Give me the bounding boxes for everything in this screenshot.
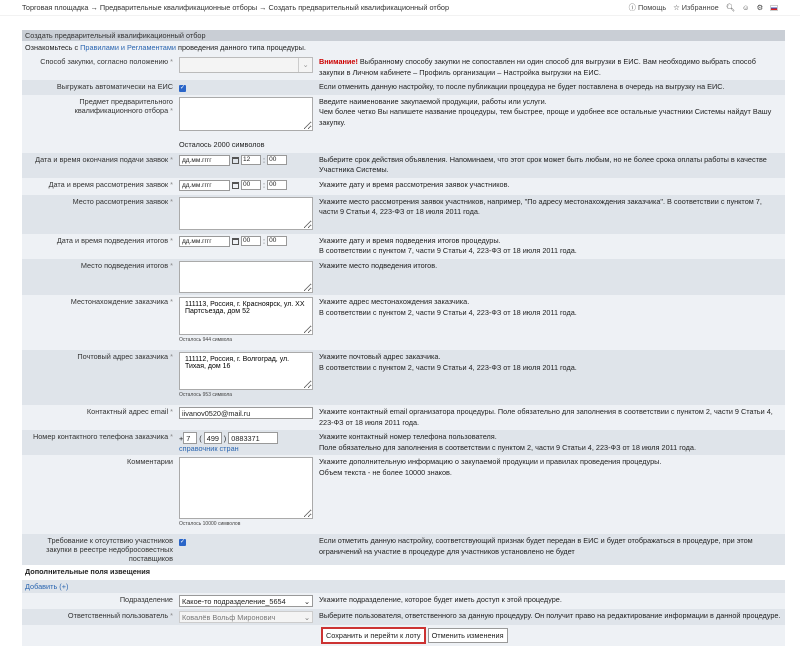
postal-counter: Осталось 953 символа (179, 392, 233, 399)
location-textarea[interactable] (179, 297, 313, 335)
required-mark: * (170, 57, 173, 66)
email-help: Укажите контактный email организатора процедуры. Поле обязательно для заполнения в соответствии с пунктом 2, части 9 Статьи 4, 223-ФЗ от 18 июля 2011 года. (316, 405, 785, 430)
comments-label: Комментарии (22, 455, 176, 534)
required-mark: * (170, 432, 173, 442)
review-place-help: Укажите место рассмотрения заявок участников, например, "По адресу местонахождения заказчика". В соответствии с пунктом 7, части 9 Статьи 4, 223-ФЗ от 18 июля 2011 года. (316, 195, 785, 234)
required-mark: * (170, 407, 173, 417)
email-label: Контактный адрес email (86, 407, 169, 417)
review-date-help: Укажите дату и время рассмотрения заявок участников. (316, 178, 785, 195)
chevron-down-icon: ⌄ (303, 597, 310, 607)
phone-country-input[interactable]: 7 (183, 432, 197, 444)
method-select[interactable] (179, 57, 313, 73)
subject-label: Предмет предварительного квалификационного отбора (74, 96, 173, 115)
results-place-help: Укажите место подведения итогов. (316, 259, 785, 295)
deadline-help: Выберите срок действия объявления. Напоминаем, что этот срок может быть любым, но не более срока оплаты работы в качестве Участника Системы. (316, 153, 785, 178)
required-mark: * (170, 297, 173, 307)
review-place-textarea[interactable] (179, 197, 313, 230)
postal-help-2: В соответствии с пунктом 2, части 9 Статьи 4, 223-ФЗ от 18 июля 2011 года. (319, 362, 577, 372)
review-hour-select[interactable]: 00 (241, 180, 261, 190)
user-icon[interactable]: ☺ (742, 3, 750, 12)
unfair-checkbox[interactable]: ✓ (179, 539, 186, 546)
search-icon[interactable]: 🔍︎ (725, 3, 735, 12)
review-date-label: Дата и время рассмотрения заявок (48, 179, 169, 189)
unfair-label: Требование к отсутствию участников закупки в реестре недобросовестных поставщиков (22, 534, 176, 565)
phone-help-2: Поле обязательно для заполнения в соответствии с пунктом 2, части 9 Статьи 4, 223-ФЗ от 18 июля 2011 года. (319, 442, 696, 452)
review-date-input[interactable]: дд.мм.гггг (179, 180, 230, 191)
required-mark: * (170, 105, 173, 115)
favorites-label: Избранное (681, 3, 719, 12)
language-flag-icon[interactable] (770, 5, 778, 11)
location-label: Местонахождение заказчика (70, 297, 169, 307)
comments-counter: Осталось 10000 символов (179, 521, 241, 528)
division-value: Какое-то подразделение_5654 (182, 597, 286, 607)
subject-help-2: Чем более четко Вы напишете название процедуры, тем быстрее, проще и удобнее все остальные участники Системы найдут Вашу закупку. (319, 107, 772, 127)
favorites-link[interactable]: ☆ Избранное (673, 3, 719, 12)
responsible-label: Ответственный пользователь (67, 611, 169, 621)
deadline-date-input[interactable]: дд.мм.гггг (179, 155, 230, 166)
deadline-hour-select[interactable]: 12 (241, 155, 261, 165)
comments-textarea[interactable] (179, 457, 313, 519)
responsible-help: Выберите пользователя, ответственного за данную процедуру. Он получит право на редактирование информации в данной процедуре. (316, 609, 785, 625)
chevron-down-icon: ⌄ (303, 613, 310, 623)
division-select[interactable] (179, 595, 313, 607)
required-mark: * (170, 179, 173, 189)
phone-label: Номер контактного телефона заказчика (32, 432, 169, 442)
division-label: Подразделение (22, 593, 176, 609)
auto-export-help: Если отменить данную настройку, то после публикации процедура не будет поставлена в очередь на выгрузку на ЕИС. (316, 80, 785, 95)
auto-export-checkbox[interactable]: ✓ (179, 85, 186, 92)
required-mark: * (170, 611, 173, 621)
results-minute-select[interactable]: 00 (267, 236, 287, 246)
method-help: Выбранному способу закупки не сопоставлен ни один способ для выгрузки в ЕИС. Вам необходимо выбрать способ закупки в Личном кабинете – Профиль организации – Настройка выгрузки на ЕИС. (319, 57, 756, 77)
deadline-minute-select[interactable]: 00 (267, 155, 287, 165)
auto-export-label: Выгружать автоматически на ЕИС (22, 80, 176, 95)
results-place-textarea[interactable] (179, 261, 313, 293)
comments-help: Укажите дополнительную информацию о закупаемой продукции и правилах проведения процедуры. (319, 457, 662, 467)
division-help: Укажите подразделение, которое будет иметь доступ к этой процедуре. (316, 593, 785, 609)
postal-label: Почтовый адрес заказчика (77, 352, 169, 362)
results-place-label: Место подведения итогов (80, 261, 169, 271)
create-form: Создать предварительный квалификационный отбор Ознакомьтесь с Правилами и Регламентами проведения данного типа процедуры. Способ закупки, согласно положению * ⌄ Внимание! Выбранному способу закупки не сопоставлен ни один способ для выгрузки в ЕИС. Вам необходимо выбрать способ закупки в Личном кабинете – Профиль организации – Настройка выгрузки на ЕИС. Выгружать автоматически на ЕИС ✓ Если отменить данную настройку, то после публикации процедура не будет поставлена в очередь на выгрузку на ЕИС. Предмет предварительного квалификационного отбора * Осталось 2000 символов Введите наименование закупаемой продукции, работы или услуги. Чем более четко Вы напишете название процедуры, тем быстрее, проще и удобнее все остальные участники Системы найдут Вашу закупку. Дата и время окончания подачи заявок * дд.мм.гггг 12 : 00 Выберите срок действия объявления. Напоминаем, что этот срок может быть любым, но не более срока оплаты работы в качестве Участника Системы. Дата и время рассмотрения заявок * дд.мм.гггг 00 : 00 Укажите дату и время рассмотрения заявок участников. Место рассмотрения заявок * Укажите место рассмотрения заявок участников, например, "По адресу местонахождения заказчика". В соответствии с пунктом 7, части 9 Статьи 4, 223-ФЗ от 18 июля 2011 года. Дата и время подведения итогов * дд.мм.гггг 00 : 00 Укажите дату и время подведения итогов процедуры. В соответствии с пунктом 7, части 9 Статьи 4, 223-ФЗ от 18 июля 2011 года. Место подведения итогов * Укажите место подведения итогов. Местонахождение заказчика * 111113, Россия, г. Красноярск, ул. XX Партсъезда, дом 52 Осталось 944 символа Укажите адрес местонахождения заказчика. В соответствии с пунктом 2, части 9 Статьи 4, 223-ФЗ от 18 июля 2011 года. Почтовый адрес заказчика * 111112, Россия, г. Волгоград, ул. Тихая, дом 16 Осталось 953 символа Укажите почтовый адрес заказчика. В соответствии с пунктом 2, части 9 Статьи 4, 223-ФЗ от 18 июля 2011 года. Контактный адрес email * iivanov0520@mail.ru Укажите контактный email организатора процедуры. Поле обязательно для заполнения в соответствии с пунктом 2, части 9 Статьи 4, 223-ФЗ от 18 июля 2011 года. Номер контактного телефона заказчика * + 7 ( 499 ) 0883371 справочник стран Укажите контактный номер телефона пользователя. Поле обязательно для заполнения в соответствии с пунктом 2, части 9 Статьи 4, 223-ФЗ от 18 июля 2011 года. Комментарии Осталось 10000 символов Укажите дополнительную информацию о закупаемой продукции и правилах проведения процедуры. Объем текста - не более 10000 знаков. Требование к отсутствию участников закупки в реестре недобросовестных поставщиков ✓ Если отметить данную настройку, соответствующий признак будет передан в ЕИС и будет отображаться в процедуре, при этом ограничений на участие в процедуре для участников установлено не будет Дополнительные поля извещения Добавить (+) Подразделение Какое-то подразделение_5654 ⌄ Укажите подразделение, которое будет иметь доступ к этой процедуре. Ответственный пользователь * Ковалёв Вольф Миронович ⌄ Выберите пользователя, ответственного за данную процедуру. Он получит право на редактирование информации в данной процедуре. Сохранить и перейти к лоту Отменить изменения (22, 30, 785, 646)
review-minute-select[interactable]: 00 (267, 180, 287, 190)
required-mark: * (170, 235, 173, 245)
rules-link[interactable]: Правилами и Регламентами (80, 43, 176, 52)
subject-textarea[interactable] (179, 97, 313, 131)
help-label: Помощь (637, 2, 667, 12)
subject-counter: Осталось 2000 символов (179, 139, 265, 149)
postal-textarea[interactable] (179, 352, 313, 390)
postal-help: Укажите почтовый адрес заказчика. (319, 352, 441, 362)
results-date-help: Укажите дату и время подведения итогов процедуры. (319, 235, 501, 245)
responsible-value: Ковалёв Вольф Миронович (182, 613, 276, 623)
form-title: Создать предварительный квалификационный отбор (22, 30, 785, 41)
extra-fields-title: Дополнительные поля извещения (22, 565, 785, 580)
warning-label: Внимание! (319, 57, 358, 66)
subject-help: Введите наименование закупаемой продукции, работы или услуги. (319, 96, 547, 106)
results-date-help-2: В соответствии с пунктом 7, части 9 Статьи 4, 223-ФЗ от 18 июля 2011 года. (319, 246, 577, 256)
gear-icon[interactable]: ⚙ (756, 3, 763, 12)
location-counter: Осталось 944 символа (179, 337, 233, 344)
breadcrumb[interactable]: Торговая площадка → Предварительные квалификационные отборы → Создать предварительный квалификационный отбор (22, 3, 450, 12)
required-mark: * (170, 261, 173, 271)
top-bar (0, 0, 800, 16)
rules-notice (22, 41, 785, 55)
calendar-icon[interactable] (232, 157, 239, 164)
results-hour-select[interactable]: 00 (241, 236, 261, 246)
responsible-select[interactable] (179, 611, 313, 623)
unfair-help: Если отметить данную настройку, соответствующий признак будет передан в ЕИС и будет отображаться в процедуре, при этом ограничений на участие в процедуре для участников установлено не будет (316, 534, 785, 565)
phone-number-input[interactable]: 0883371 (228, 432, 278, 444)
phone-area-input[interactable]: 499 (204, 432, 222, 444)
phone-help: Укажите контактный номер телефона пользователя. (319, 432, 497, 442)
calendar-icon[interactable] (232, 238, 239, 245)
chevron-down-icon: ⌄ (298, 58, 312, 72)
deadline-label: Дата и время окончания подачи заявок (35, 154, 169, 164)
email-input[interactable]: iivanov0520@mail.ru (179, 407, 313, 419)
results-date-label: Дата и время подведения итогов (56, 235, 169, 245)
location-help-2: В соответствии с пунктом 2, части 9 Статьи 4, 223-ФЗ от 18 июля 2011 года. (319, 307, 577, 317)
help-link[interactable]: ⓘ Помощь (628, 2, 667, 12)
add-field-link[interactable]: Добавить (+) (25, 582, 69, 592)
rules-suffix: проведения данного типа процедуры. (175, 43, 306, 52)
required-mark: * (170, 352, 173, 362)
rules-prefix: Ознакомьтесь с (25, 43, 81, 52)
required-mark: * (170, 154, 173, 164)
method-label: Способ закупки, согласно положению (40, 57, 169, 66)
review-place-label: Место рассмотрения заявок (72, 196, 169, 206)
required-mark: * (170, 196, 173, 206)
calendar-icon[interactable] (232, 182, 239, 189)
results-date-input[interactable]: дд.мм.гггг (179, 236, 230, 247)
location-help: Укажите адрес местонахождения заказчика. (319, 297, 470, 307)
comments-help-2: Объем текста - не более 10000 знаков. (319, 467, 452, 477)
save-button[interactable]: Сохранить и перейти к лоту (321, 627, 426, 644)
countries-link[interactable]: справочник стран (179, 444, 239, 454)
cancel-button[interactable]: Отменить изменения (428, 628, 508, 643)
